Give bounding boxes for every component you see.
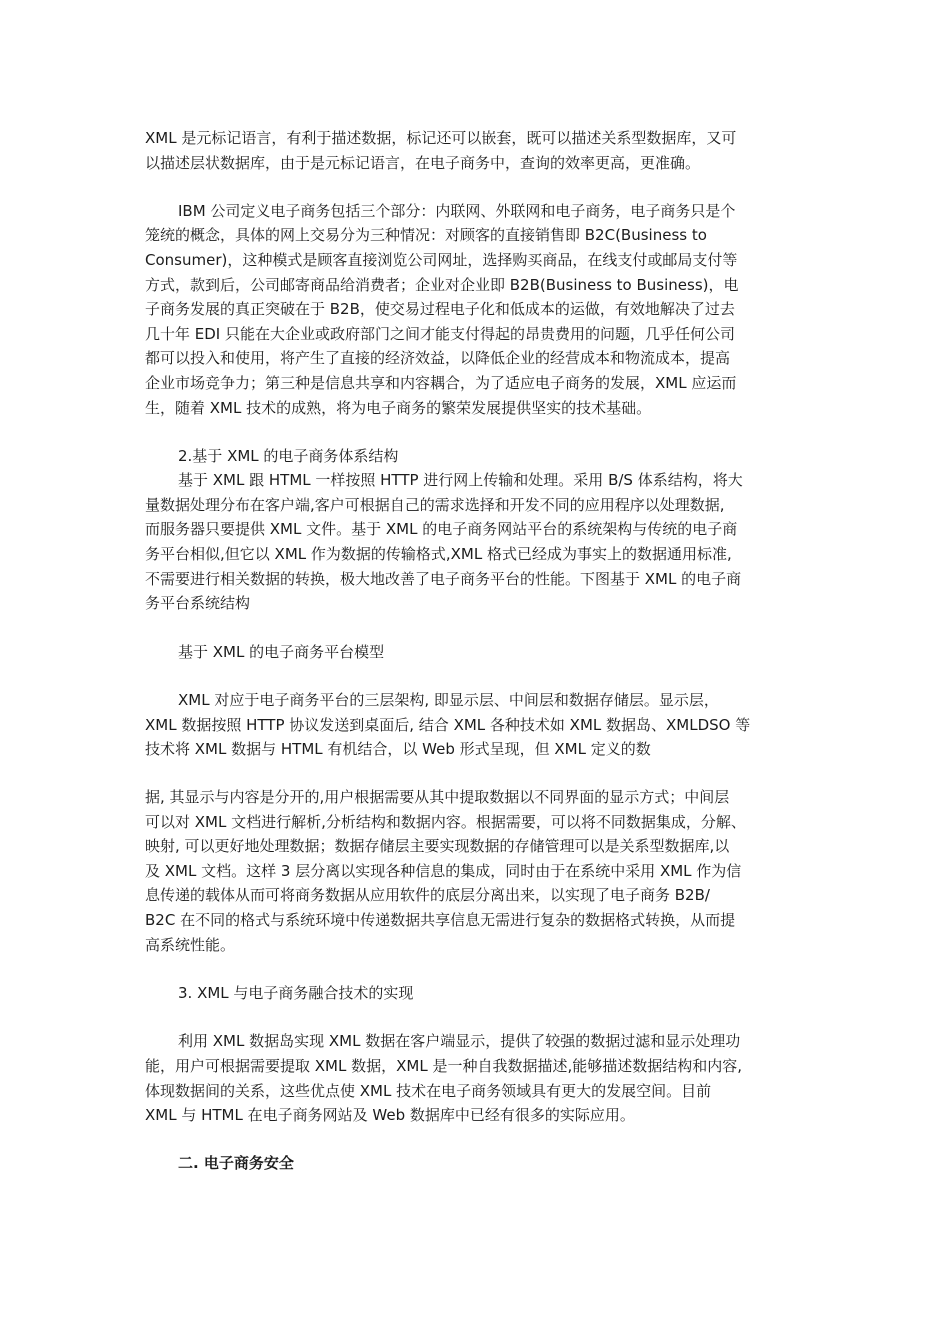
paragraph-3-line-1: 基于 XML 跟 HTML 一样按照 HTTP 进行网上传输和处理。采用 B/S 体系结构，将大 xyxy=(178,471,743,489)
paragraph-6-line-1: 利用 XML 数据岛实现 XML 数据在客户端显示，提供了较强的数据过滤和显示处理功 xyxy=(178,1032,741,1050)
paragraph-5-line-1: 据, 其显示与内容是分开的,用户根据需要从其中提取数据以不同界面的显示方式；中间层 xyxy=(145,788,730,806)
paragraph-5-line-6: B2C 在不同的格式与系统环境中传递数据共享信息无需进行复杂的数据格式转换，从而提 xyxy=(145,911,736,929)
paragraph-3-line-6: 务平台系统结构 xyxy=(145,594,251,612)
section-heading-integration: 3. XML 与电子商务融合技术的实现 xyxy=(178,984,414,1002)
paragraph-5-line-3: 映射, 可以更好地处理数据；数据存储层主要实现数据的存储管理可以是关系型数据库,以 xyxy=(145,837,730,855)
paragraph-2-line-7: 都可以投入和使用，将产生了直接的经济效益，以降低企业的经营成本和物流成本，提高 xyxy=(145,349,731,367)
paragraph-2-line-4: 方式，款到后，公司邮寄商品给消费者；企业对企业即 B2B(Business to Business)，电 xyxy=(145,276,739,294)
paragraph-6-line-2: 能，用户可根据需要提取 XML 数据，XML 是一种自我数据描述,能够描述数据结构和内容, xyxy=(145,1057,742,1075)
paragraph-2-line-5: 子商务发展的真正突破在于 B2B，使交易过程电子化和低成本的运做，有效地解决了过去 xyxy=(145,300,735,318)
paragraph-5-line-2: 可以对 XML 文档进行解析,分析结构和数据内容。根据需要，可以将不同数据集成，分解、 xyxy=(145,813,746,831)
paragraph-1-line-1: XML 是元标记语言，有利于描述数据，标记还可以嵌套，既可以描述关系型数据库，又可 xyxy=(145,129,737,147)
paragraph-3-line-2: 量数据处理分布在客户端,客户可根据自己的需求选择和开发不同的应用程序以处理数据, xyxy=(145,496,725,514)
paragraph-3-line-4: 务平台相似,但它以 XML 作为数据的传输格式,XML 格式已经成为事实上的数据通用标准, xyxy=(145,545,732,563)
paragraph-2-line-9: 生，随着 XML 技术的成熟，将为电子商务的繁荣发展提供坚实的技术基础。 xyxy=(145,399,652,417)
paragraph-5-line-4: 及 XML 文档。这样 3 层分离以实现各种信息的集成，同时由于在系统中采用 XML 作为信 xyxy=(145,862,742,880)
paragraph-2-line-1: IBM 公司定义电子商务包括三个部分：内联网、外联网和电子商务，电子商务只是个 xyxy=(178,202,736,220)
section-heading-security: 二. 电子商务安全 xyxy=(178,1154,294,1172)
paragraph-5-line-7: 高系统性能。 xyxy=(145,936,236,954)
paragraph-2-line-3: Consumer)，这种模式是顾客直接浏览公司网址，选择购买商品，在线支付或邮局支付等 xyxy=(145,251,738,269)
paragraph-1-line-2: 以描述层状数据库，由于是元标记语言，在电子商务中，查询的效率更高，更准确。 xyxy=(145,154,701,172)
paragraph-4-line-3: 技术将 XML 数据与 HTML 有机结合，以 Web 形式呈现，但 XML 定义的数 xyxy=(145,740,651,758)
paragraph-3-line-5: 不需要进行相关数据的转换，极大地改善了电子商务平台的性能。下图基于 XML 的电子商 xyxy=(145,570,742,588)
paragraph-4-line-2: XML 数据按照 HTTP 协议发送到桌面后, 结合 XML 各种技术如 XML 数据岛、XMLDSO 等 xyxy=(145,716,751,734)
paragraph-2-line-8: 企业市场竞争力；第三种是信息共享和内容耦合，为了适应电子商务的发展，XML 应运而 xyxy=(145,374,737,392)
paragraph-4-line-1: XML 对应于电子商务平台的三层架构, 即显示层、中间层和数据存储层。显示层， xyxy=(178,691,719,709)
paragraph-3-line-3: 而服务器只要提供 XML 文件。基于 XML 的电子商务网站平台的系统架构与传统的电子商 xyxy=(145,520,738,538)
paragraph-2-line-6: 几十年 EDI 只能在大企业或政府部门之间才能支付得起的昂贵费用的问题，几乎任何公司 xyxy=(145,325,735,343)
paragraph-2-line-2: 笼统的概念，具体的网上交易分为三种情况：对顾客的直接销售即 B2C(Business to xyxy=(145,226,707,244)
paragraph-5-line-5: 息传递的载体从而可将商务数据从应用软件的底层分离出来，以实现了电子商务 B2B/ xyxy=(145,886,710,904)
paragraph-6-line-4: XML 与 HTML 在电子商务网站及 Web 数据库中已经有很多的实际应用。 xyxy=(145,1106,635,1124)
paragraph-6-line-3: 体现数据间的关系，这些优点使 XML 技术在电子商务领域具有更大的发展空间。目前 xyxy=(145,1082,712,1100)
figure-caption: 基于 XML 的电子商务平台模型 xyxy=(178,643,385,661)
section-heading-architecture: 2.基于 XML 的电子商务体系结构 xyxy=(178,447,399,465)
